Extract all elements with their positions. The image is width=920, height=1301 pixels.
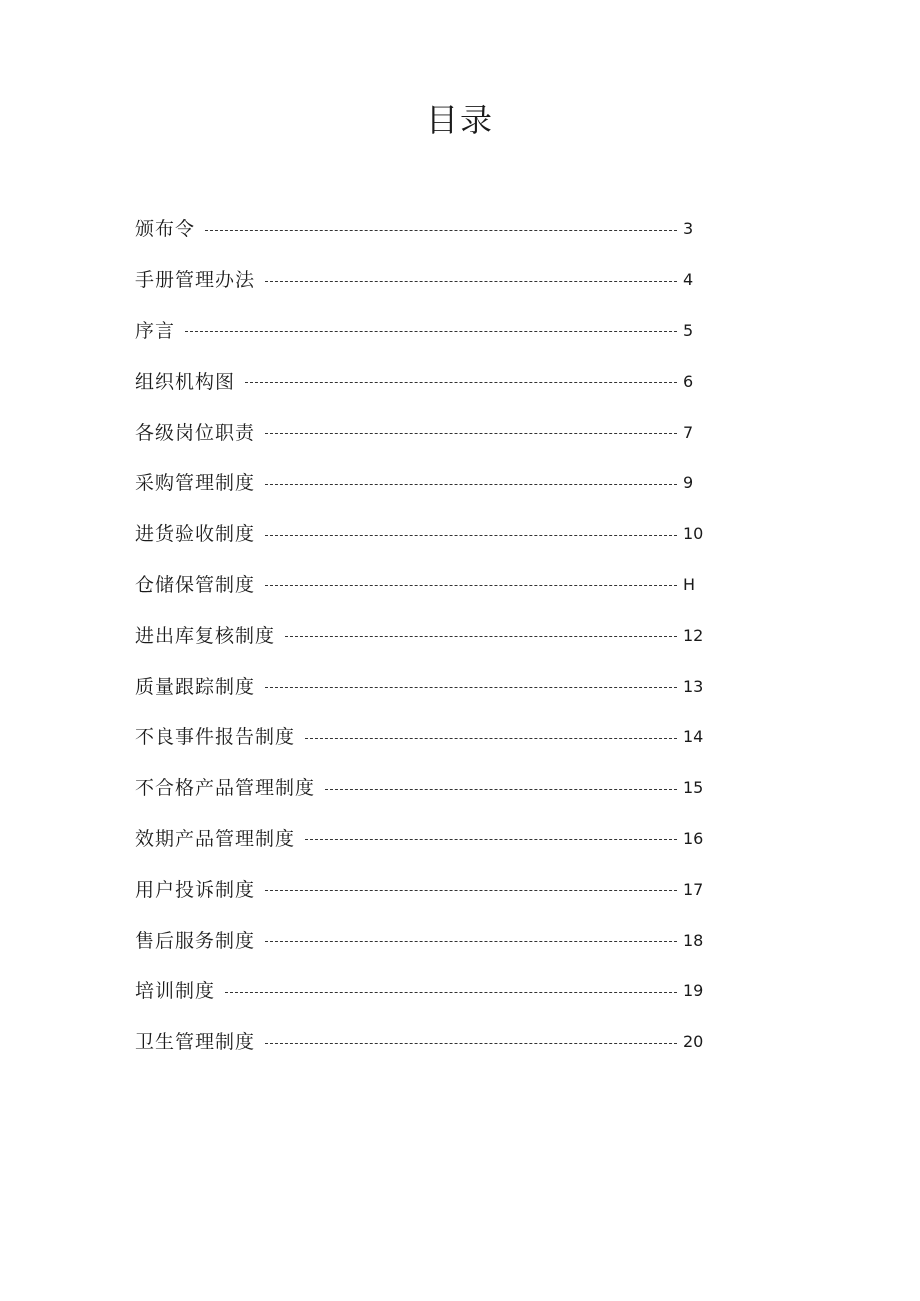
toc-entry-page: 3 xyxy=(683,219,694,239)
toc-entry[interactable] xyxy=(135,763,705,814)
toc-entry-label: 颁布令 xyxy=(135,218,196,241)
toc-entry[interactable] xyxy=(135,661,705,712)
dot-leader xyxy=(265,687,677,688)
toc-entry-label: 各级岗位职责 xyxy=(135,421,256,444)
toc-entry-page: 13 xyxy=(683,676,704,696)
toc-entry-page: 9 xyxy=(683,473,694,493)
toc-entry-label: 培训制度 xyxy=(135,980,216,1003)
dot-leader xyxy=(265,1043,677,1044)
dot-leader xyxy=(265,535,677,536)
toc-entry-label: 售后服务制度 xyxy=(135,929,256,952)
toc-entry-page: H xyxy=(683,574,696,594)
toc-entry-label: 仓储保管制度 xyxy=(135,573,256,596)
toc-entry[interactable] xyxy=(135,814,705,865)
toc-entry-label: 卫生管理制度 xyxy=(135,1031,256,1054)
toc-entry-label: 序言 xyxy=(135,319,176,342)
dot-leader xyxy=(265,433,677,434)
toc-entry[interactable] xyxy=(135,610,705,661)
dot-leader xyxy=(285,636,677,637)
toc-entry-page: 10 xyxy=(683,524,704,544)
toc-entry[interactable] xyxy=(135,509,705,560)
dot-leader xyxy=(265,585,677,586)
toc-entry[interactable] xyxy=(135,712,705,763)
toc-entry[interactable] xyxy=(135,306,705,357)
toc-entry-page: 12 xyxy=(683,625,704,645)
toc-entry-label: 不合格产品管理制度 xyxy=(135,777,316,800)
dot-leader xyxy=(205,230,677,231)
toc-entry-page: 20 xyxy=(683,1032,704,1052)
toc-entry-page: 14 xyxy=(683,727,704,747)
dot-leader xyxy=(325,789,677,790)
toc-entry[interactable] xyxy=(135,204,705,255)
toc-entry[interactable] xyxy=(135,407,705,458)
dot-leader xyxy=(305,839,677,840)
toc-entry[interactable] xyxy=(135,966,705,1017)
toc-entry-page: 19 xyxy=(683,981,704,1001)
toc-entry-label: 采购管理制度 xyxy=(135,472,256,495)
table-of-contents xyxy=(135,204,705,1068)
dot-leader xyxy=(265,484,677,485)
toc-entry-page: 16 xyxy=(683,828,704,848)
dot-leader xyxy=(265,941,677,942)
dot-leader xyxy=(265,281,677,282)
toc-entry-label: 进出库复核制度 xyxy=(135,624,276,647)
toc-entry-label: 组织机构图 xyxy=(135,370,236,393)
dot-leader xyxy=(185,331,677,332)
toc-entry-page: 5 xyxy=(683,320,694,340)
dot-leader xyxy=(265,890,677,891)
toc-entry-label: 用户投诉制度 xyxy=(135,878,256,901)
toc-entry-page: 4 xyxy=(683,270,694,290)
toc-entry[interactable] xyxy=(135,255,705,306)
toc-entry[interactable] xyxy=(135,356,705,407)
dot-leader xyxy=(245,382,677,383)
toc-entry-label: 不良事件报告制度 xyxy=(135,726,296,749)
toc-entry-label: 进货验收制度 xyxy=(135,523,256,546)
toc-entry[interactable] xyxy=(135,864,705,915)
toc-entry-page: 7 xyxy=(683,422,694,442)
toc-entry-label: 手册管理办法 xyxy=(135,269,256,292)
toc-entry[interactable] xyxy=(135,1017,705,1068)
toc-entry-page: 15 xyxy=(683,778,704,798)
toc-entry[interactable] xyxy=(135,560,705,611)
toc-entry-page: 6 xyxy=(683,371,694,391)
dot-leader xyxy=(225,992,677,993)
toc-entry-page: 18 xyxy=(683,930,704,950)
dot-leader xyxy=(305,738,677,739)
toc-entry-label: 质量跟踪制度 xyxy=(135,675,256,698)
toc-entry-label: 效期产品管理制度 xyxy=(135,827,296,850)
toc-entry[interactable] xyxy=(135,458,705,509)
toc-entry-page: 17 xyxy=(683,879,704,899)
toc-entry[interactable] xyxy=(135,915,705,966)
page-title: 目录 xyxy=(425,101,494,139)
